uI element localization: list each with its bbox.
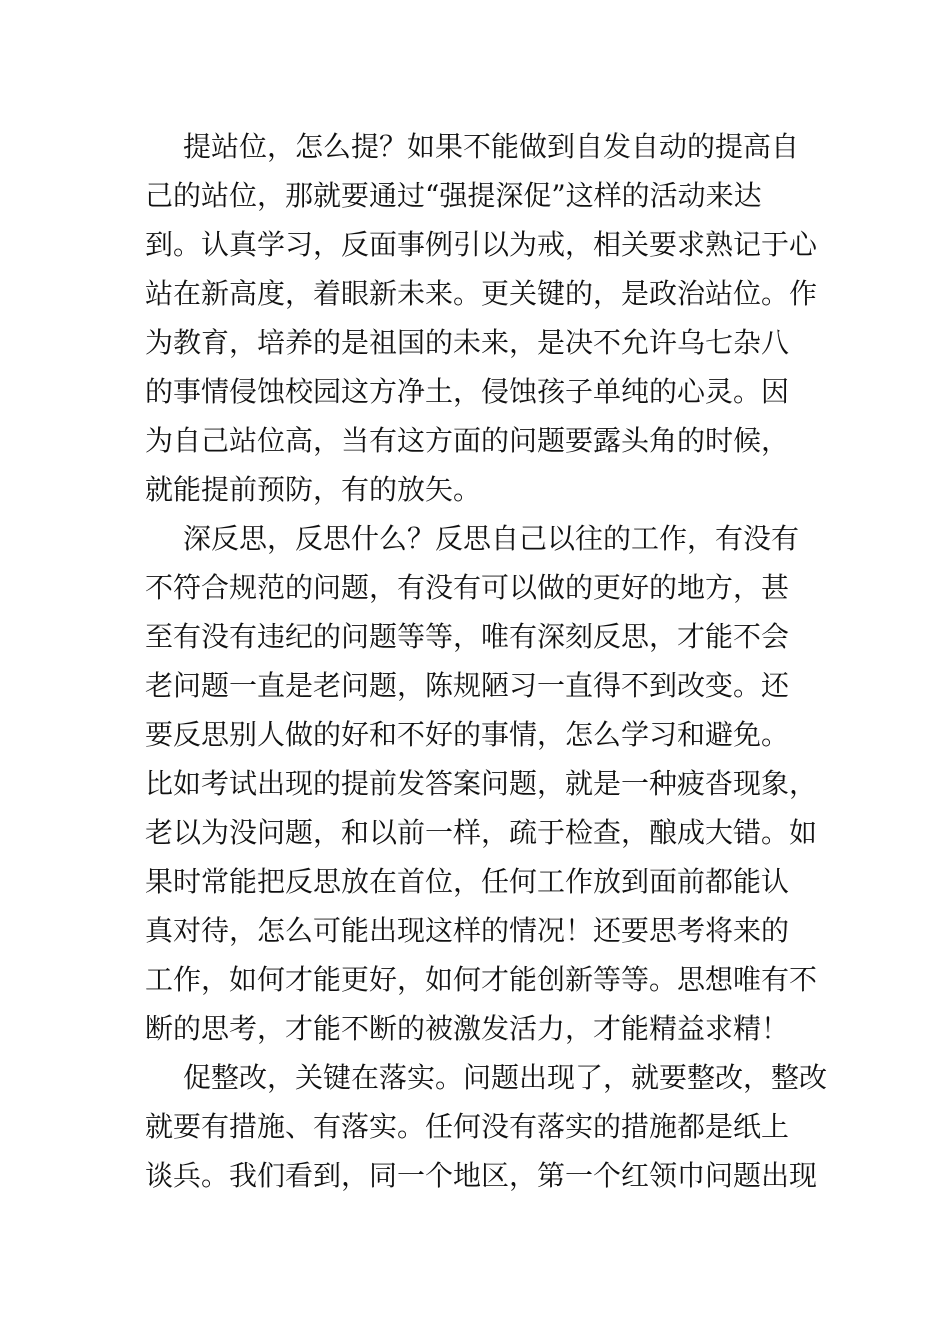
text-line: 己的站位，那就要通过“强提深促”这样的活动来达 [145, 179, 762, 212]
text-line: 促整改，关键在落实。问题出现了，就要整改，整改 [183, 1061, 828, 1094]
text-line: 要反思别人做的好和不好的事情，怎么学习和避免。 [145, 718, 790, 751]
paragraph-2 [145, 514, 818, 1053]
text-line: 真对待，怎么可能出现这样的情况！还要思考将来的 [145, 914, 790, 947]
text-line: 为教育，培养的是祖国的未来，是决不允许乌七杂八 [145, 326, 790, 359]
body-text [145, 122, 828, 1200]
text-line: 谈兵。我们看到，同一个地区，第一个红领巾问题出现 [145, 1159, 818, 1192]
text-line: 老问题一直是老问题，陈规陋习一直得不到改变。还 [145, 669, 790, 702]
text-line: 断的思考，才能不断的被激发活力，才能精益求精！ [145, 1012, 790, 1045]
text-line: 提站位，怎么提？如果不能做到自发自动的提高自 [183, 130, 800, 163]
text-line: 的事情侵蚀校园这方净土，侵蚀孩子单纯的心灵。因 [145, 375, 790, 408]
text-line: 到。认真学习，反面事例引以为戒，相关要求熟记于心 [145, 228, 818, 261]
text-line: 深反思，反思什么？反思自己以往的工作，有没有 [183, 522, 800, 555]
text-line: 工作，如何才能更好，如何才能创新等等。思想唯有不 [145, 963, 818, 996]
paragraph-1 [145, 122, 818, 514]
text-line: 至有没有违纪的问题等等，唯有深刻反思，才能不会 [145, 620, 790, 653]
text-line: 站在新高度，着眼新未来。更关键的，是政治站位。作 [145, 277, 818, 310]
paragraph-3 [145, 1053, 828, 1200]
text-line: 为自己站位高，当有这方面的问题要露头角的时候， [145, 424, 790, 457]
text-line: 老以为没问题，和以前一样，疏于检查，酿成大错。如 [145, 816, 818, 849]
text-line: 果时常能把反思放在首位，任何工作放到面前都能认 [145, 865, 790, 898]
text-line: 就要有措施、有落实。任何没有落实的措施都是纸上 [145, 1110, 790, 1143]
text-line: 不符合规范的问题，有没有可以做的更好的地方，甚 [145, 571, 790, 604]
text-line: 比如考试出现的提前发答案问题，就是一种疲沓现象， [145, 767, 818, 800]
text-line: 就能提前预防，有的放矢。 [145, 473, 482, 506]
